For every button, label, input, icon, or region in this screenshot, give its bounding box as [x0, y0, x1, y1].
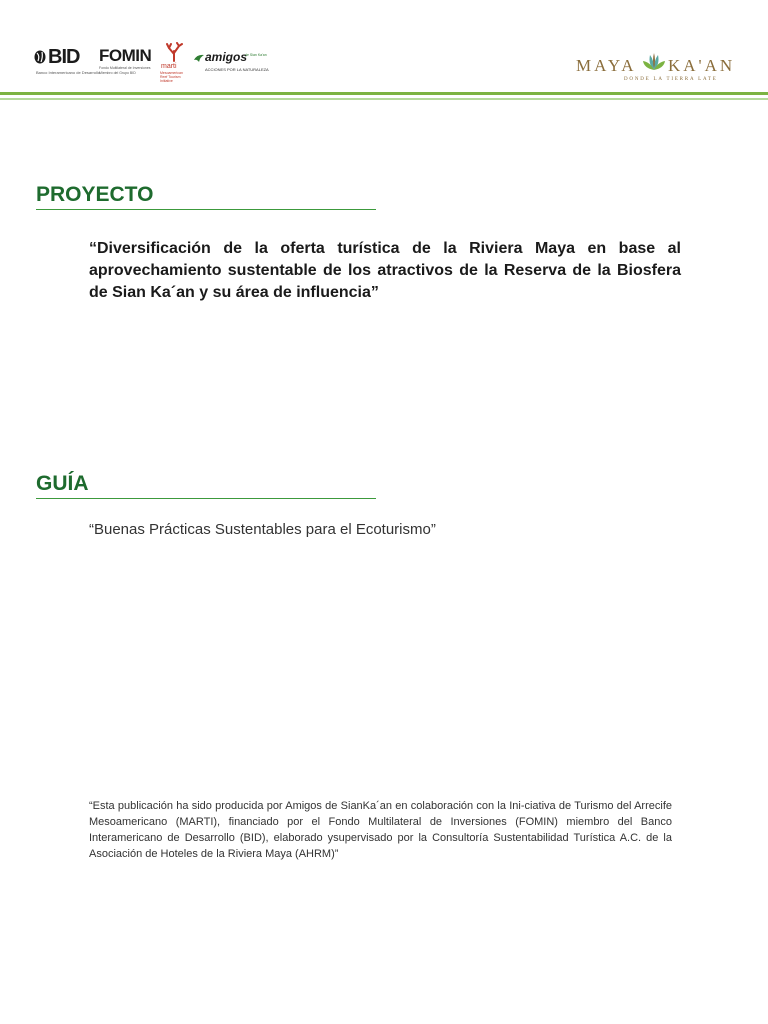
amigos-logo-tagline: de Sian Ka'an [245, 53, 267, 57]
coral-icon [164, 42, 184, 62]
maya-kaan-logo-right: KA'AN [668, 56, 736, 75]
header-rule-top [0, 92, 768, 95]
bid-logo-subtitle: Banco Interamericano de Desarrollo [36, 70, 101, 75]
amigos-logo [193, 48, 273, 78]
bird-icon [193, 52, 205, 64]
guide-title: “Buenas Prácticas Sustentables para el Ecoturismo” [89, 521, 436, 538]
amigos-logo-name: amigos [205, 50, 248, 64]
maya-kaan-logo-left: MAYA [576, 56, 637, 75]
maya-kaan-logo-tagline: DONDE LA TIERRA LATE [624, 77, 718, 82]
proyecto-heading-underline [36, 209, 376, 210]
header-rule-bottom [0, 98, 768, 100]
fomin-logo-name: FOMIN [99, 46, 152, 65]
marti-logo [158, 42, 190, 82]
marti-logo-subtitle: Mesoamerican Reef Tourism Initiative [160, 71, 183, 83]
publication-credits: “Esta publicación ha sido producida por Amigos de SianKa´an en colaboración con la Ini-ciativa de Turismo del Arrecife Mesoamericano (MARTI), financiado por el Fondo Multilateral de Inversiones (FOMIN) miembro del Banco Interamericano de Desarrollo (BID), elaborado ysupervisado por la Consultoría Sustentabilidad Turística A.C. de la Asociación de Hoteles de la Riviera Maya (AHRM)” [89, 800, 672, 860]
fomin-logo-subtitle: Fondo Multilateral de Inversiones Miembro del Grupo BID [99, 66, 151, 75]
project-title: “Diversificación de la oferta turística de la Riviera Maya en base al aprovechamiento sustentable de los atractivos de la Reserva de la Biosfera de Sian Ka´an y su área de influencia” [89, 240, 681, 301]
proyecto-heading: PROYECTO [36, 183, 154, 206]
guia-heading: GUÍA [36, 472, 89, 495]
globe-icon [34, 50, 46, 64]
fomin-logo [99, 46, 151, 80]
flower-icon [642, 50, 666, 72]
header [0, 0, 768, 100]
bid-logo [34, 46, 101, 80]
amigos-logo-subtitle: ACCIONES POR LA NATURALEZA [205, 67, 269, 72]
marti-logo-name: marti [161, 63, 177, 70]
bid-logo-name: BID [48, 46, 80, 68]
guia-heading-underline [36, 498, 376, 499]
maya-kaan-logo [576, 50, 736, 84]
